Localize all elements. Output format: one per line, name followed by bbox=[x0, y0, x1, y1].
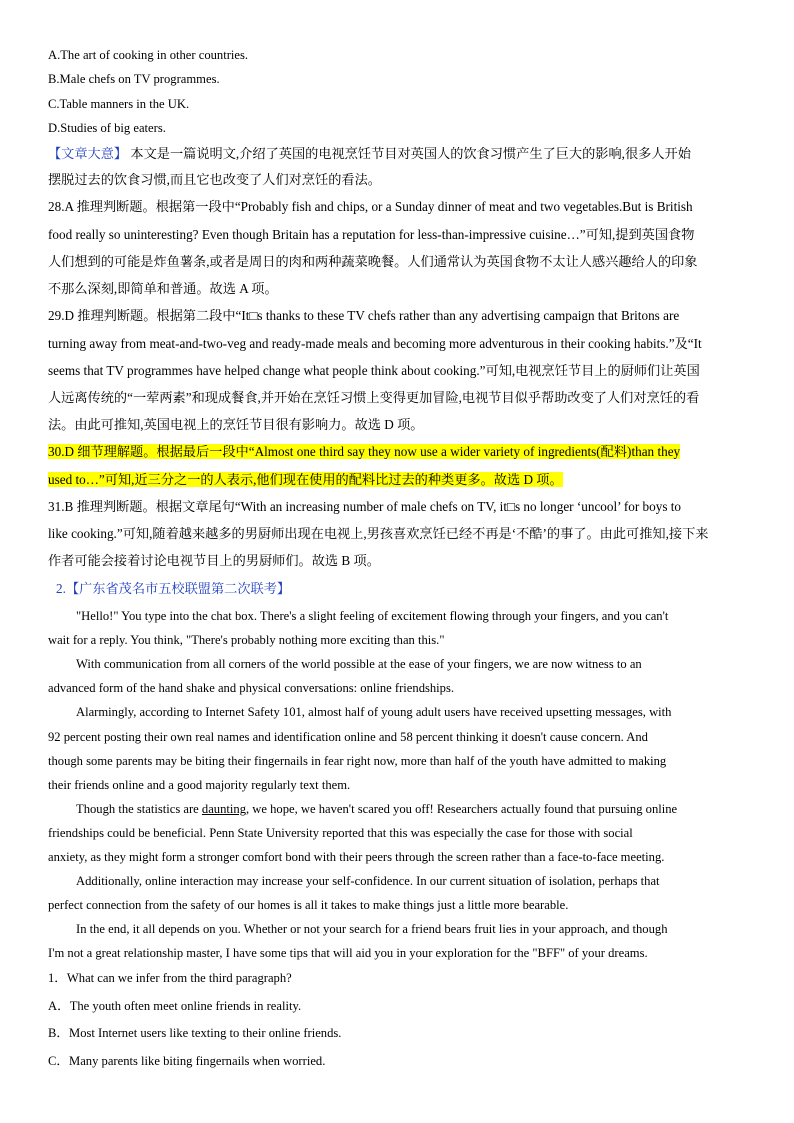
section-heading-text: 2.【广东省茂名市五校联盟第二次联考】 bbox=[56, 581, 291, 596]
answer-28-line: food really so uninteresting? Even though Britain has a reputation for less-than-impressive cuisine…”可知,提到英国食物 bbox=[48, 227, 695, 242]
answer-30-highlight: 30.D 细节理解题。根据最后一段中“Almost one third say they now use a wider variety of ingredients(配料)than they bbox=[48, 444, 681, 459]
passage-p3-line: though some parents may be biting their fingernails in fear right now, more than half of the youth have admitted to making bbox=[48, 754, 667, 768]
passage-p4-line bbox=[76, 800, 776, 818]
question-1-option-a: A．The youth often meet online friends in reality. bbox=[48, 999, 302, 1013]
answer-31-line: 31.B 推理判断题。根据文章尾句“With an increasing number of male chefs on TV, it□s no longer ‘uncool’ for boys to bbox=[48, 499, 682, 514]
answer-28-line: 28.A 推理判断题。根据第一段中“Probably fish and chips, or a Sunday dinner of meat and two vegetables.But is British bbox=[48, 199, 693, 214]
passage-p3-line: their friends online and a good majority regularly text them. bbox=[48, 778, 351, 792]
passage-p6-line: In the end, it all depends on you. Whether or not your search for a friend bears fruit lies in your approach, and though bbox=[76, 922, 668, 936]
passage-p4-post: , we hope, we haven't scared you off! Researchers actually found that pursuing online bbox=[246, 802, 678, 816]
passage-p4-line: friendships could be beneficial. Penn State University reported that this was especially the case for those with social bbox=[48, 826, 633, 840]
answer-29-line: turning away from meat-and-two-veg and ready-made meals and becoming more adventurous in their cooking habits.”及“It bbox=[48, 336, 702, 351]
answer-29-line: 人远离传统的“一荤两素”和现成餐食,并开始在烹饪习惯上变得更加冒险,电视节目似乎帮助改变了人们对烹饪的看 bbox=[48, 390, 700, 405]
answer-29-line: seems that TV programmes have helped change what people think about cooking.”可知,电视烹饪节目上的厨师们让英国 bbox=[48, 363, 700, 378]
passage-p6-line: I'm not a great relationship master, I have some tips that will aid you in your exploration for the "BFF" of your dreams. bbox=[48, 946, 648, 960]
passage-p2-line: advanced form of the hand shake and physical conversations: online friendships. bbox=[48, 681, 455, 695]
answer-30-line bbox=[48, 443, 748, 461]
passage-p4-pre: Though the statistics are bbox=[76, 802, 202, 816]
summary-tag: 【文章大意】 bbox=[48, 146, 128, 161]
answer-31-line: 作者可能会接着讨论电视节目上的男厨师们。故选 B 项。 bbox=[48, 553, 380, 568]
answer-30-highlight: used to…”可知,近三分之一的人表示,他们现在使用的配料比过去的种类更多。故选 D 项。 bbox=[48, 472, 563, 487]
option-b-prev: B.Male chefs on TV programmes. bbox=[48, 72, 220, 86]
summary-text-1: 本文是一篇说明文,介绍了英国的电视烹饪节目对英国人的饮食习惯产生了巨大的影响,很多人开始 bbox=[127, 146, 691, 161]
passage-p1-line: "Hello!" You type into the chat box. There's a slight feeling of excitement flowing through your fingers, and you can't bbox=[76, 609, 669, 623]
passage-p2-line: With communication from all corners of the world possible at the ease of your fingers, we are now witness to an bbox=[76, 657, 642, 671]
answer-31-line: like cooking.”可知,随着越来越多的男厨师出现在电视上,男孩喜欢烹饪已经不再是‘不酷’的事了。由此可推知,接下来 bbox=[48, 526, 709, 541]
summary-line-1 bbox=[48, 145, 748, 163]
passage-p3-line: 92 percent posting their own real names and identification online and 58 percent thinking it doesn't cause concern. And bbox=[48, 730, 648, 744]
passage-p4-line: anxiety, as they might form a stronger comfort bond with their peers through the screen rather than a face-to-face meeting. bbox=[48, 850, 665, 864]
answer-28-line: 人们想到的可能是炸鱼薯条,或者是周日的肉和两种蔬菜晚餐。人们通常认为英国食物不太让人感兴趣给人的印象 bbox=[48, 254, 698, 269]
section-heading bbox=[56, 580, 756, 598]
question-1-stem: 1．What can we infer from the third paragraph? bbox=[48, 971, 292, 985]
answer-29-line: 29.D 推理判断题。根据第二段中“It□s thanks to these TV chefs rather than any advertising campaign that Britons are bbox=[48, 308, 680, 323]
option-a-prev: A.The art of cooking in other countries. bbox=[48, 48, 249, 62]
passage-p1-line: wait for a reply. You think, "There's probably nothing more exciting than this." bbox=[48, 633, 445, 647]
option-d-prev: D.Studies of big eaters. bbox=[48, 121, 166, 135]
underlined-word: daunting bbox=[201, 802, 246, 816]
passage-p3-line: Alarmingly, according to Internet Safety 101, almost half of young adult users have received upsetting messages, with bbox=[76, 705, 672, 719]
question-1-option-c: C．Many parents like biting fingernails when worried. bbox=[48, 1054, 326, 1068]
question-1-option-b: B．Most Internet users like texting to their online friends. bbox=[48, 1026, 342, 1040]
answer-30-line bbox=[48, 471, 748, 489]
option-c-prev: C.Table manners in the UK. bbox=[48, 97, 190, 111]
passage-p5-line: perfect connection from the safety of our homes is all it takes to make things just a little more bearable. bbox=[48, 898, 569, 912]
answer-29-line: 法。由此可推知,英国电视上的烹饪节目很有影响力。故选 D 项。 bbox=[48, 417, 424, 432]
passage-p5-line: Additionally, online interaction may increase your self-confidence. In our current situation of isolation, perhaps that bbox=[76, 874, 660, 888]
answer-28-line: 不那么深刻,即简单和普通。故选 A 项。 bbox=[48, 281, 278, 296]
summary-line-2: 摆脱过去的饮食习惯,而且它也改变了人们对烹饪的看法。 bbox=[48, 172, 381, 187]
